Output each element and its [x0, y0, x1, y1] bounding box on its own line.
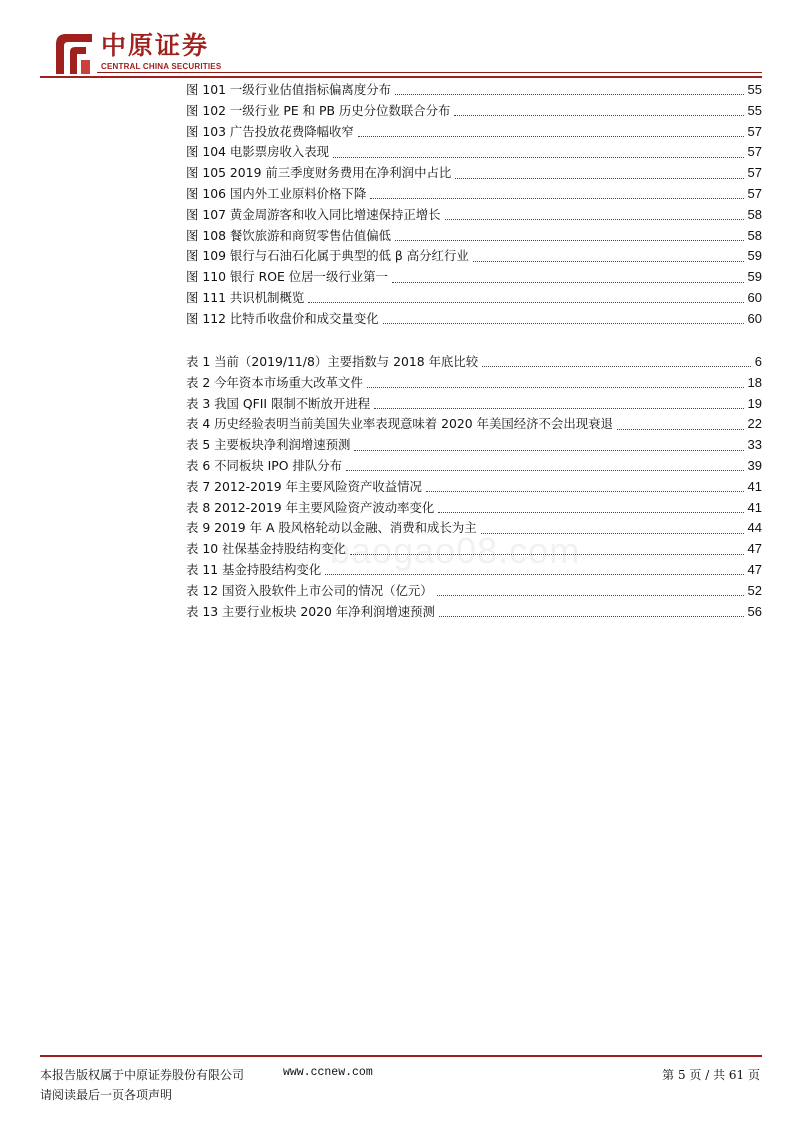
toc-entry-page: 41	[747, 499, 762, 515]
toc-entry-label: 表 3 我国 QFII 限制不断放开进程	[186, 394, 372, 415]
dot-leader	[426, 490, 744, 492]
dot-leader	[455, 177, 743, 179]
footer-disclaimer: 请阅读最后一页各项声明	[40, 1088, 173, 1102]
dot-leader	[358, 135, 744, 137]
toc-entry-page: 52	[747, 582, 762, 598]
toc-entry-label: 表 4 历史经验表明当前美国失业率表现意味着 2020 年美国经济不会出现衰退	[186, 414, 615, 435]
toc-entry[interactable]	[186, 142, 762, 163]
toc-entry-page: 19	[747, 395, 762, 411]
toc-entry-label: 表 2 今年资本市场重大改革文件	[186, 373, 365, 394]
toc-entry-label: 表 11 基金持股结构变化	[186, 560, 323, 581]
toc-entry-label: 图 109 银行与石油石化属于典型的低 β 高分红行业	[186, 246, 471, 267]
toc-entry[interactable]	[186, 602, 762, 623]
watermark: baogao08.com	[330, 530, 581, 571]
toc-entry-page: 59	[747, 269, 762, 285]
toc-entry-page: 57	[747, 165, 762, 181]
toc-entry-page: 56	[747, 603, 762, 619]
dot-leader	[354, 449, 743, 451]
footer-divider	[40, 1055, 762, 1057]
toc-entry-page: 22	[747, 416, 762, 432]
toc-entry[interactable]	[186, 477, 762, 498]
toc-entry-label: 图 108 餐饮旅游和商贸零售估值偏低	[186, 226, 393, 247]
toc-entry-label: 表 7 2012-2019 年主要风险资产收益情况	[186, 477, 424, 498]
toc-entry-label: 表 6 不同板块 IPO 排队分布	[186, 456, 344, 477]
footer-copyright: 本报告版权属于中原证券股份有限公司	[40, 1068, 245, 1082]
dot-leader	[308, 301, 743, 303]
toc-entry-page: 18	[747, 374, 762, 390]
header-divider-thin	[97, 72, 762, 73]
toc-entry[interactable]	[186, 246, 762, 267]
logo-chinese-name: 中原证券	[101, 31, 210, 60]
toc-entry-page: 57	[747, 144, 762, 160]
toc-entry-page: 55	[747, 102, 762, 118]
toc-entry[interactable]	[186, 267, 762, 288]
toc-entry-page: 57	[747, 123, 762, 139]
toc-entry[interactable]	[186, 101, 762, 122]
toc-entry[interactable]	[186, 456, 762, 477]
page-header	[0, 0, 800, 80]
toc-entry-page: 44	[747, 520, 762, 536]
table-index-list	[186, 352, 762, 622]
dot-leader	[370, 197, 743, 199]
logo-english-name: CENTRAL CHINA SECURITIES	[101, 62, 222, 71]
toc-entry-page: 41	[747, 478, 762, 494]
toc-entry-page: 39	[747, 457, 762, 473]
toc-entry-page: 58	[747, 206, 762, 222]
toc-entry-label: 图 112 比特币收盘价和成交量变化	[186, 309, 381, 330]
toc-entry-label: 图 111 共识机制概览	[186, 288, 306, 309]
company-logo-icon	[52, 30, 96, 76]
dot-leader	[392, 281, 744, 283]
dot-leader	[437, 594, 744, 596]
toc-entry-label: 图 102 一级行业 PE 和 PB 历史分位数联合分布	[186, 101, 452, 122]
toc-entry-label: 表 8 2012-2019 年主要风险资产波动率变化	[186, 498, 436, 519]
toc-entry-label: 图 107 黄金周游客和收入同比增速保持正增长	[186, 205, 443, 226]
toc-entry-label: 表 10 社保基金持股结构变化	[186, 539, 348, 560]
dot-leader	[438, 511, 743, 513]
toc-entry-label: 图 101 一级行业估值指标偏离度分布	[186, 80, 393, 101]
dot-leader	[374, 407, 743, 409]
dot-leader	[445, 218, 744, 220]
dot-leader	[333, 156, 743, 158]
toc-entry[interactable]	[186, 394, 762, 415]
dot-leader	[383, 322, 744, 324]
toc-entry-label: 图 106 国内外工业原料价格下降	[186, 184, 368, 205]
toc-entry[interactable]	[186, 184, 762, 205]
toc-entry[interactable]	[186, 288, 762, 309]
toc-entry[interactable]	[186, 498, 762, 519]
toc-entry-page: 57	[747, 185, 762, 201]
toc-entry-label: 表 5 主要板块净利润增速预测	[186, 435, 352, 456]
toc-entry-label: 表 13 主要行业板块 2020 年净利润增速预测	[186, 602, 437, 623]
toc-entry-label: 图 105 2019 前三季度财务费用在净利润中占比	[186, 163, 453, 184]
toc-entry-page: 33	[747, 437, 762, 453]
dot-leader	[367, 386, 744, 388]
toc-entry[interactable]	[186, 581, 762, 602]
toc-entry-label: 图 110 银行 ROE 位居一级行业第一	[186, 267, 390, 288]
dot-leader	[482, 365, 751, 367]
figure-index-list	[186, 80, 762, 330]
toc-entry-page: 58	[747, 227, 762, 243]
toc-entry-page: 47	[747, 561, 762, 577]
toc-entry-label: 图 104 电影票房收入表现	[186, 142, 331, 163]
toc-entry[interactable]	[186, 163, 762, 184]
toc-entry-label: 表 9 2019 年 A 股风格轮动以金融、消费和成长为主	[186, 518, 479, 539]
dot-leader	[454, 114, 743, 116]
header-divider	[40, 76, 762, 78]
toc-entry-page: 55	[747, 82, 762, 97]
footer-url-link[interactable]: www.ccnew.com	[283, 1066, 373, 1079]
toc-entry[interactable]	[186, 373, 762, 394]
toc-entry-page: 59	[747, 248, 762, 264]
toc-entry[interactable]	[186, 352, 762, 373]
dot-leader	[325, 573, 743, 575]
toc-entry-page: 60	[747, 310, 762, 326]
dot-leader	[617, 428, 744, 430]
toc-entry[interactable]	[186, 80, 762, 101]
dot-leader	[473, 260, 744, 262]
toc-entry-label: 表 1 当前（2019/11/8）主要指数与 2018 年底比较	[186, 352, 480, 373]
dot-leader	[346, 469, 743, 471]
toc-entry[interactable]	[186, 226, 762, 247]
dot-leader	[395, 239, 744, 241]
toc-entry-label: 图 103 广告投放花费降幅收窄	[186, 122, 356, 143]
toc-entry[interactable]	[186, 122, 762, 143]
toc-entry[interactable]	[186, 435, 762, 456]
toc-entry-label: 表 12 国资入股软件上市公司的情况（亿元）	[186, 581, 435, 602]
toc-entry[interactable]	[186, 309, 762, 330]
toc-entry-page: 60	[747, 289, 762, 305]
toc-entry-page: 6	[754, 354, 762, 369]
toc-entry[interactable]	[186, 205, 762, 226]
dot-leader	[439, 615, 744, 617]
dot-leader	[395, 93, 744, 95]
toc-entry[interactable]	[186, 414, 762, 435]
footer-page-info: 第 5 页 / 共 61 页	[662, 1068, 760, 1082]
toc-entry-page: 47	[747, 541, 762, 557]
